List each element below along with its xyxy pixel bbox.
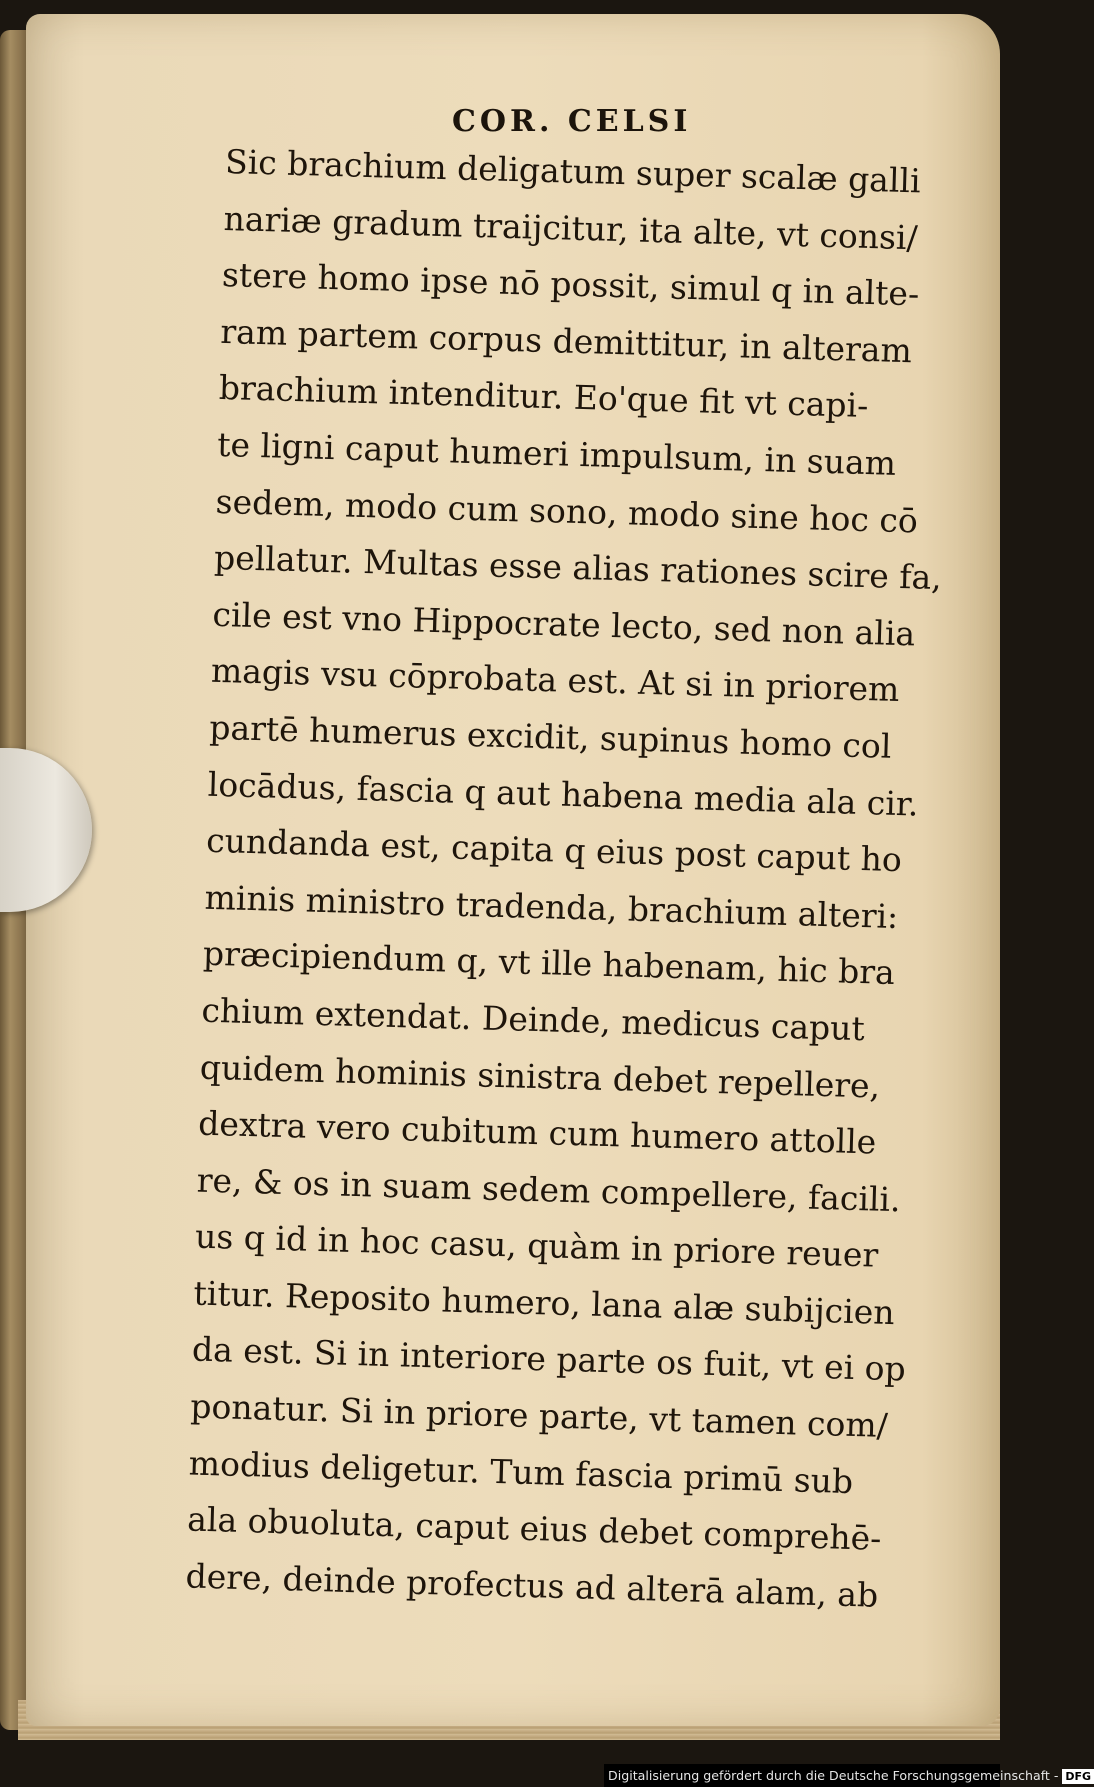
text-line: pellatur. Multas esse alias rationes scire fa, xyxy=(213,537,943,598)
running-head: COR. CELSI xyxy=(452,104,692,139)
text-line: ala obuoluta, caput eius debet comprehē- xyxy=(186,1499,882,1559)
text-line: dere, deinde profectus ad alterā alam, ab xyxy=(185,1556,879,1615)
text-line: ponatur. Si in priore parte, vt tamen com/ xyxy=(189,1386,889,1446)
text-line: stere homo ipse nō possit, simul q in alte- xyxy=(221,255,920,314)
text-line: brachium intenditur. Eo'que fit vt capi- xyxy=(218,368,869,426)
text-line: minis ministro tradenda, brachium alteri: xyxy=(204,877,899,936)
text-line: modius deligetur. Tum fascia primū sub xyxy=(188,1443,854,1501)
text-line: titur. Reposito humero, lana alæ subijcien xyxy=(193,1273,896,1332)
text-line: Sic brachium deligatum super scalæ galli xyxy=(224,141,922,201)
text-line: quidem hominis sinistra debet repellere, xyxy=(199,1047,881,1106)
text-line: magis vsu cōprobata est. At si in priorem xyxy=(210,651,900,710)
text-line: te ligni caput humeri impulsum, in suam xyxy=(216,424,897,483)
body-text xyxy=(185,134,946,1625)
text-line: nariæ gradum traijcitur, ita alte, vt consi/ xyxy=(223,198,919,257)
text-line: præcipiendum q, vt ille habenam, hic bra xyxy=(202,934,896,993)
text-line: partē humerus excidit, supinus homo col xyxy=(208,707,892,766)
text-line: dextra vero cubitum cum humero attolle xyxy=(197,1103,877,1162)
text-line: cile est vno Hippocrate lecto, sed non alia xyxy=(212,594,916,654)
digitization-credit xyxy=(604,1764,1092,1787)
text-line: cundanda est, capita q eius post caput ho xyxy=(205,820,903,880)
text-line: chium extendat. Deinde, medicus caput xyxy=(200,990,866,1049)
text-line: da est. Si in interiore parte os fuit, vt ei op xyxy=(191,1330,907,1389)
dfg-logo: DFG xyxy=(1062,1769,1094,1784)
text-line: ram partem corpus demittitur, in alteram xyxy=(219,311,913,371)
text-line: re, & os in suam sedem compellere, facili. xyxy=(196,1160,902,1219)
text-line: us q id in hoc casu, quàm in priore reuer xyxy=(194,1216,879,1275)
text-line: locādus, fascia q aut habena media ala cir. xyxy=(207,764,920,824)
text-line: sedem, modo cum sono, modo sine hoc cō xyxy=(215,481,919,541)
credit-text: Digitalisierung gefördert durch die Deutsche Forschungsgemeinschaft - xyxy=(608,1768,1059,1783)
